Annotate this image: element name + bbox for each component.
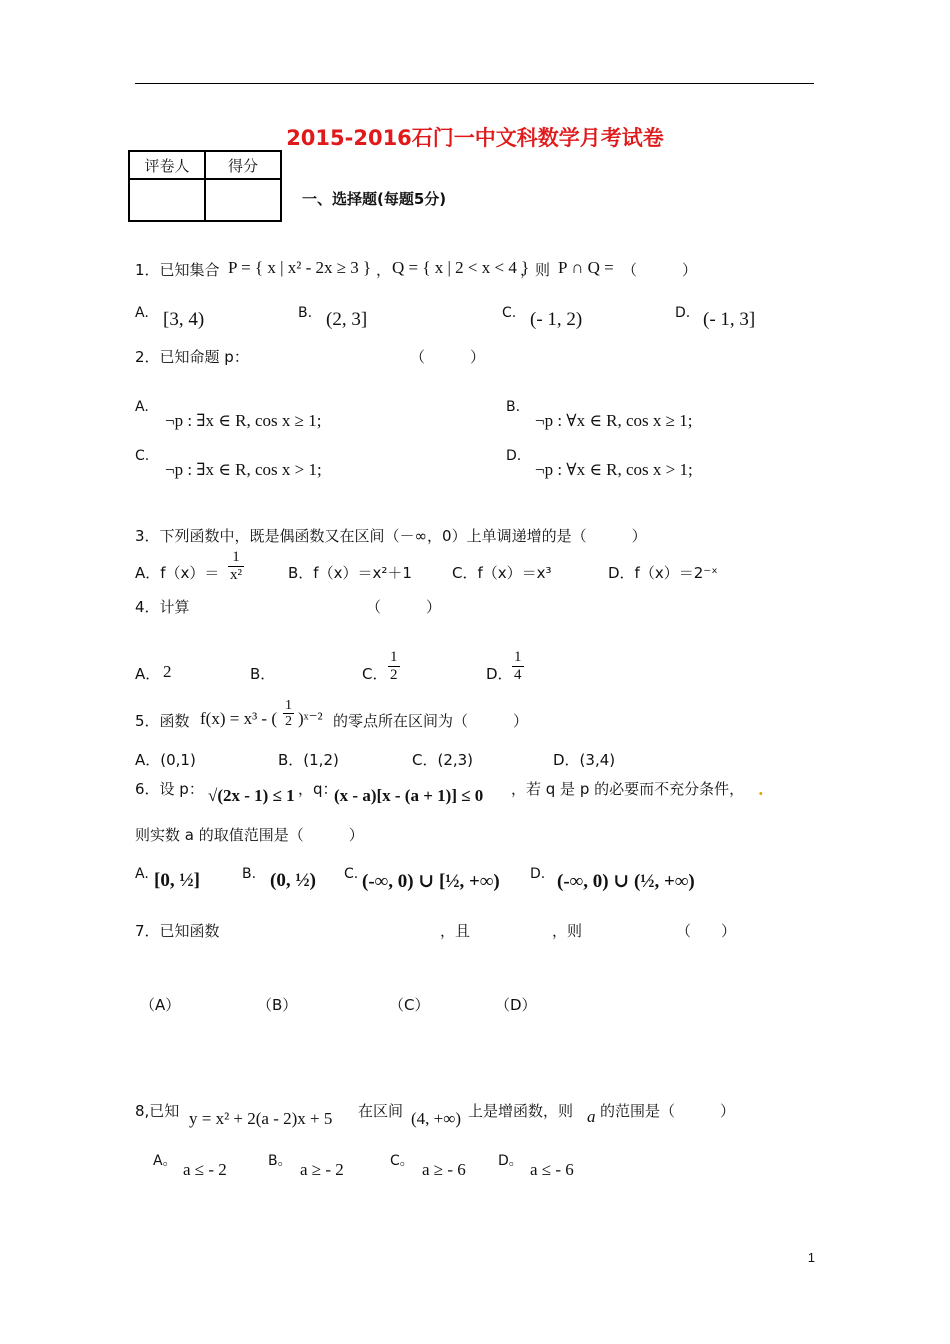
q1-option-a: [3, 4) [163,309,205,330]
q7-option-c: （C） [389,996,430,1014]
q4-option-d-numerator: 1 [514,649,522,665]
q8-mid: 在区间 [358,1102,404,1120]
q8-interval: (4, +∞) [411,1109,462,1128]
q2-option-a: ¬p : ∃x ∈ R, cos x ≥ 1; [165,411,322,430]
q6-tail: ，若 q 是 p 的必要而不充分条件， [511,780,745,798]
q3-option-c: C．f（x）＝x³ [452,564,552,582]
q8-tail: 上是增函数，则 [468,1102,574,1120]
exam-title: 2015-2016石门一中文科数学月考试卷 [286,126,664,150]
q7-paren: （ ） [676,922,737,940]
q5-tail: 的零点所在区间为（ ） [333,712,529,730]
q4-option-d-label: D． [486,665,513,683]
score-table-score-header: 得分 [205,151,281,179]
q4-option-a: 2 [163,662,172,681]
score-table-score-cell [205,179,281,221]
q6-p-expression: √(2x - 1) ≤ 1 [208,786,295,805]
section-heading: 一、选择题(每题5分) [302,190,447,208]
q2-paren: （ ） [410,348,486,366]
q6-stem-line2: 则实数 a 的取值范围是（ ） [135,826,364,844]
q7-option-b: （B） [257,996,298,1014]
stray-dot-mark: . [758,780,764,799]
q7-option-d: （D） [495,996,537,1014]
q5-stem: 5．函数 [135,712,190,730]
q7-mid2: ，则 [552,922,583,940]
q7-option-a: （A） [140,996,181,1014]
q2-stem: 2．已知命题 p： [135,348,249,366]
q3-option-a-label: A．f（x）＝ [135,564,220,582]
score-table [128,150,282,222]
q8-option-a: a ≤ - 2 [183,1160,227,1179]
q2-option-d-label: D. [506,448,522,464]
q4-option-c-denominator: 2 [390,666,398,683]
q7-mid1: ，且 [440,922,471,940]
q1-tail: ，则 [520,261,551,279]
q8-option-c: a ≥ - 6 [422,1160,466,1179]
q1-sep: ， [376,261,392,279]
q8-option-c-label: C。 [390,1153,414,1169]
q6-option-d-label: D. [530,866,546,882]
q4-option-c-numerator: 1 [390,649,398,665]
q1-stem: 1．已知集合 [135,261,220,279]
page-number: 1 [807,1250,815,1265]
q6-option-b: (0, ½) [270,870,316,891]
q4-stem: 4．计算 [135,598,190,616]
q5-option-a: A．(0,1) [135,751,196,769]
q4-option-c-fraction [388,649,400,683]
q6-q-expression: (x - a)[x - (a + 1)] ≤ 0 [334,786,484,805]
q2-option-c-label: C. [135,448,150,464]
q2-option-d: ¬p : ∀x ∈ R, cos x > 1; [535,460,693,479]
q6-option-d: (-∞, 0) ∪ (½, +∞) [557,871,695,892]
q6-q-label: ，q： [298,780,338,798]
q8-stem: 8,已知 [135,1102,180,1120]
score-table-grader-header: 评卷人 [129,151,205,179]
q5-option-b: B．(1,2) [278,751,339,769]
q6-option-a: [0, ½] [154,870,200,891]
q3-option-d: D．f（x）＝2⁻ˣ [608,564,718,582]
q8-option-d: a ≤ - 6 [530,1160,574,1179]
q1-option-a-label: A. [135,305,149,321]
q1-set-p: P = { x | x² - 2x ≥ 3 } [228,258,372,277]
q4-option-c-label: C． [362,665,388,683]
q3-option-a-numerator: 1 [228,549,244,567]
q1-paren: （ ） [622,261,698,279]
q1-option-b-label: B. [298,305,313,321]
q8-option-d-label: D。 [498,1153,523,1169]
q7-stem: 7．已知函数 [135,922,220,940]
q8-variable: a [587,1107,596,1126]
q8-option-b: a ≥ - 2 [300,1160,344,1179]
q6-option-c: (-∞, 0) ∪ [½, +∞) [362,871,500,892]
q1-option-d-label: D. [675,305,691,321]
q5-option-c: C．(2,3) [412,751,474,769]
q1-expr: P ∩ Q = [558,258,614,277]
header-rule [135,83,814,84]
q5-fraction [283,698,294,730]
q4-option-a-label: A． [135,665,161,683]
q1-option-c: (- 1, 2) [530,309,583,330]
q1-option-b: (2, 3] [326,309,368,330]
q5-fraction-numerator: 1 [285,698,292,713]
q8-expression: y = x² + 2(a - 2)x + 5 [189,1109,333,1128]
q2-option-c: ¬p : ∃x ∈ R, cos x > 1; [165,460,322,479]
q6-option-b-label: B. [242,866,257,882]
q1-set-q: Q = { x | 2 < x < 4 } [392,258,530,277]
q5-exponent: )ˣ⁻² [298,709,323,728]
q6-stem: 6．设 p： [135,780,204,798]
q4-option-d-fraction [512,649,524,683]
q2-option-a-label: A. [135,399,149,415]
q5-fx: f(x) = x³ - ( [200,709,277,728]
q4-paren: （ ） [366,598,442,616]
q5-option-d: D．(3,4) [553,751,616,769]
q3-option-a-fraction [228,549,244,583]
q3-stem: 3．下列函数中，既是偶函数又在区间（－∞，0）上单调递增的是（ ） [135,527,647,545]
q2-option-b-label: B. [506,399,521,415]
q6-option-c-label: C. [344,866,359,882]
q3-option-b: B．f（x）＝x²＋1 [288,564,412,582]
q1-option-d: (- 1, 3] [703,309,756,330]
q8-option-a-label: A。 [153,1153,177,1169]
score-table-grader-cell [129,179,205,221]
q5-fraction-denominator: 2 [285,714,292,730]
q3-option-a-denominator: x² [230,566,242,583]
q4-option-d-denominator: 4 [514,666,522,683]
q2-option-b: ¬p : ∀x ∈ R, cos x ≥ 1; [535,411,693,430]
q8-option-b-label: B。 [268,1153,292,1169]
q6-option-a-label: A. [135,866,149,882]
q8-tail2: 的范围是（ ） [600,1102,736,1120]
q1-option-c-label: C. [502,305,517,321]
q4-option-b-label: B． [250,665,276,683]
